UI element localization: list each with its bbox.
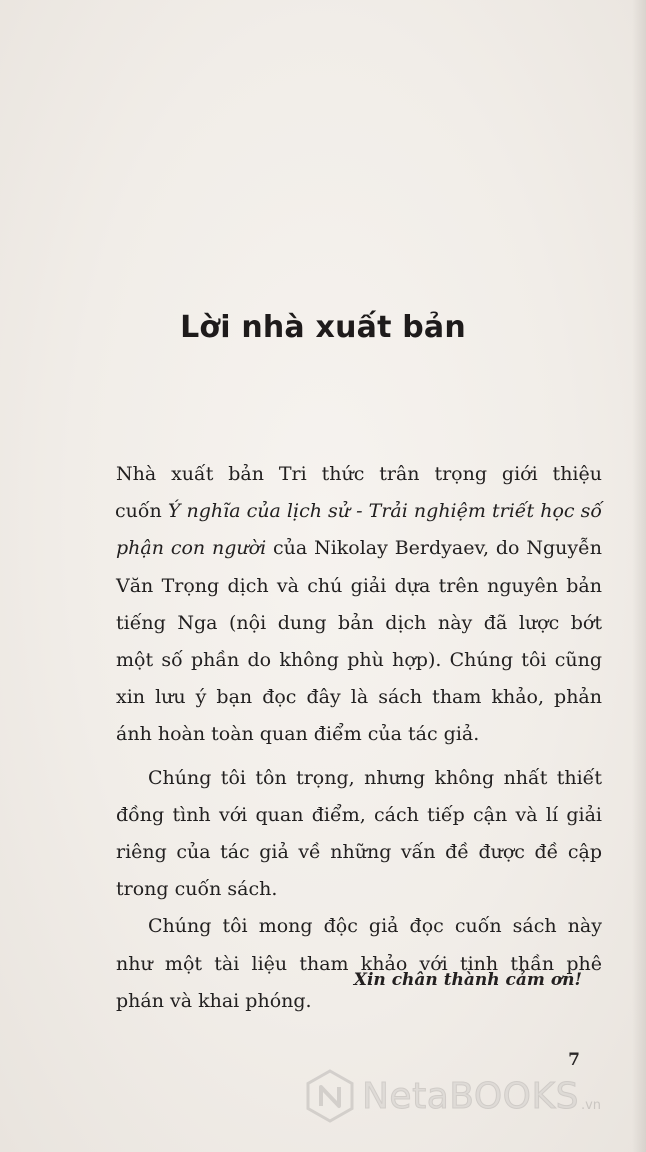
book-title-italic: Ý nghĩa của lịch sử - Trải nghiệm triết học số — [167, 500, 602, 523]
netabooks-logo-icon — [302, 1068, 358, 1124]
paragraph-line — [115, 493, 602, 530]
body-text — [116, 456, 602, 1020]
paragraph-line — [116, 679, 602, 716]
paragraph-line-text: xin lưu ý bạn đọc đây là sách tham khảo, phản — [116, 686, 602, 709]
page-edge-shadow — [632, 0, 646, 1152]
book-title-italic: phận con người — [116, 537, 267, 560]
paragraph-line-text: cuốn — [115, 500, 168, 523]
paragraph-line-text: đồng tình với quan điểm, cách tiếp cận và lí giải — [116, 803, 602, 826]
paragraph-line — [116, 716, 602, 753]
paragraph-1 — [116, 456, 602, 754]
paragraph-line — [116, 568, 602, 605]
paragraph-line-text: Văn Trọng dịch và chú giải dựa trên nguyên bản — [116, 574, 602, 597]
paragraph-line — [116, 760, 602, 797]
paragraph-line-text: tiếng Nga (nội dung bản dịch này đã lược bớt — [116, 611, 602, 634]
paragraph-line — [116, 456, 602, 493]
watermark-brand: NetaBOOKS — [362, 1075, 579, 1117]
paragraph-line-text: phán và khai phóng. — [116, 989, 312, 1012]
paragraph-line-text: ánh hoàn toàn quan điểm của tác giả. — [116, 723, 480, 746]
paragraph-line — [116, 871, 602, 908]
paragraph-line — [116, 834, 602, 871]
paragraph-2 — [116, 760, 602, 909]
paragraph-line — [116, 642, 602, 679]
paragraph-line-text: Chúng tôi tôn trọng, nhưng không nhất thiết — [148, 766, 602, 789]
page-title: Lời nhà xuất bản — [180, 310, 466, 345]
paragraph-line — [116, 530, 602, 567]
paragraph-line-text: Nhà xuất bản Tri thức trân trọng giới thiệu — [116, 463, 602, 485]
paragraph-line-text: trong cuốn sách. — [116, 878, 278, 901]
paragraph-line-text: riêng của tác giả về những vấn đề được đề cập — [116, 841, 602, 864]
watermark — [302, 1066, 601, 1126]
paragraph-line — [116, 797, 602, 834]
paragraph-line-text: của Nikolay Berdyaev, do Nguyễn — [266, 537, 602, 560]
page-number: 7 — [568, 1050, 580, 1070]
paragraph-line-text: một số phần do không phù hợp). Chúng tôi cũng — [116, 649, 602, 672]
paragraph-line — [116, 605, 602, 642]
paragraph-3 — [116, 908, 602, 1020]
paragraph-line-text: như một tài liệu tham khảo với tinh thần phê — [116, 952, 602, 975]
watermark-suffix: .vn — [580, 1097, 602, 1113]
closing-thanks: Xin chân thành cảm ơn! — [353, 970, 582, 990]
paragraph-line — [116, 908, 602, 945]
paragraph-line-text: Chúng tôi mong độc giả đọc cuốn sách này — [148, 915, 602, 938]
